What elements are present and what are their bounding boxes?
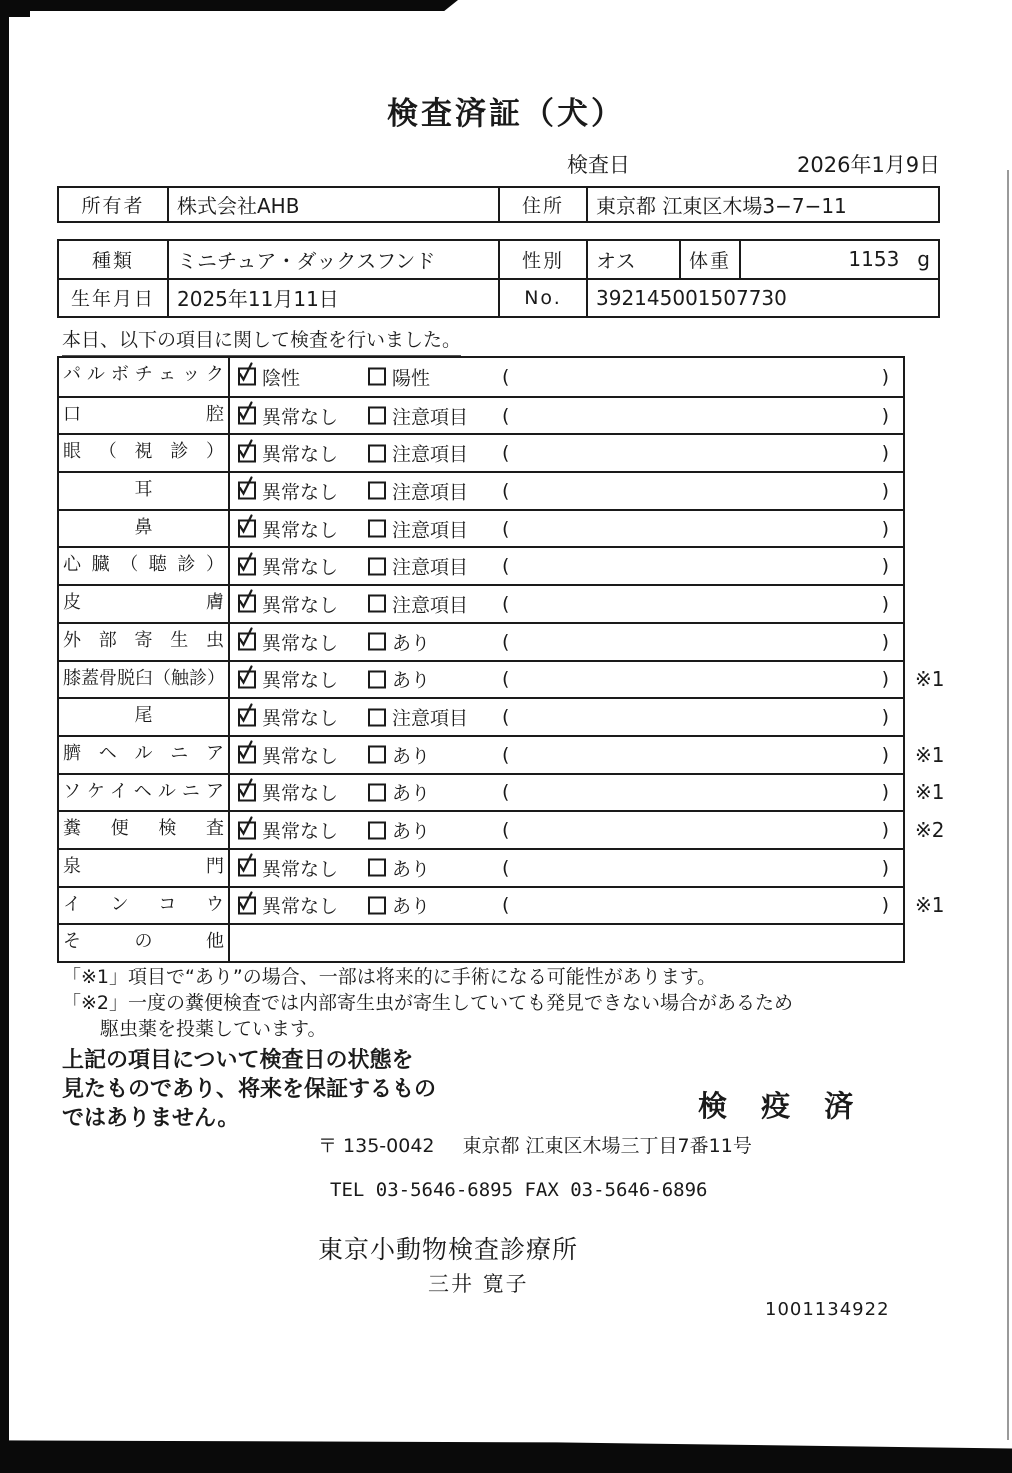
- clinic-postal-code: 〒 135-0042: [318, 1135, 435, 1157]
- checkbox-label: あり: [392, 745, 431, 768]
- checkbox-checked-icon: [238, 482, 256, 500]
- paren-close: ): [881, 743, 889, 766]
- unchecked-option: [368, 515, 468, 542]
- exam-row: [59, 433, 903, 471]
- checkbox-label: 陰性: [262, 367, 301, 390]
- exam-row-content: [230, 473, 903, 509]
- paren-close: ): [881, 781, 889, 804]
- exam-row: [59, 697, 903, 735]
- checked-option: [238, 402, 338, 429]
- breed-value: ミニチュア・ダックスフンド: [167, 241, 498, 278]
- exam-row: [59, 810, 945, 848]
- sex-label: 性別: [498, 241, 586, 278]
- disclaimer-text: [62, 1046, 436, 1133]
- unchecked-option: [368, 590, 468, 617]
- checkbox-label: 異常なし: [262, 782, 339, 805]
- exam-table: [57, 356, 945, 963]
- checkbox-unchecked-icon: [368, 821, 386, 839]
- disclaimer-line-2: 見たものであり、将来を保証するもの: [62, 1077, 437, 1102]
- paren-open: (: [502, 404, 510, 427]
- weight-unit: g: [917, 247, 930, 272]
- exam-item-label: 耳: [59, 473, 230, 509]
- unchecked-option: [368, 817, 430, 844]
- checkbox-label: あり: [392, 782, 431, 805]
- paren-open: (: [502, 479, 510, 502]
- pet-info-row-1: [59, 241, 938, 278]
- checked-option: [238, 477, 338, 504]
- exam-item-label: 皮 膚: [59, 586, 230, 622]
- checkbox-checked-icon: [238, 670, 256, 688]
- checkbox-checked-icon: [238, 708, 256, 726]
- checkbox-label: 異常なし: [262, 745, 339, 768]
- checked-option: [238, 892, 338, 919]
- checkbox-label: 異常なし: [262, 481, 339, 504]
- exam-row-content: [230, 358, 903, 396]
- checkbox-label: 注意項目: [392, 707, 469, 730]
- checked-option: [238, 854, 338, 881]
- paren-open: (: [502, 630, 510, 653]
- exam-item-label: 泉 門: [59, 850, 230, 886]
- exam-row: [59, 358, 903, 396]
- exam-item-label: 口 腔: [59, 398, 230, 434]
- paren-open: (: [502, 592, 510, 615]
- unchecked-option: [368, 477, 468, 504]
- id-number-label: No.: [498, 280, 586, 317]
- paren-open: (: [502, 668, 510, 691]
- checkbox-unchecked-icon: [368, 708, 386, 726]
- checked-option: [238, 741, 338, 768]
- scan-artifact-top: [0, 0, 458, 11]
- checkbox-checked-icon: [238, 783, 256, 801]
- exam-row: [59, 509, 903, 547]
- scan-artifact-bottom-edge: [0, 1439, 1012, 1473]
- paren-close: ): [881, 706, 889, 729]
- exam-row: [59, 735, 945, 773]
- checkbox-unchecked-icon: [368, 670, 386, 688]
- inspection-date-label: 検査日: [567, 153, 630, 177]
- checkbox-unchecked-icon: [368, 557, 386, 575]
- paren-open: (: [502, 856, 510, 879]
- exam-row: [59, 886, 945, 924]
- checkbox-label: 異常なし: [262, 556, 339, 579]
- unchecked-option: [368, 363, 430, 390]
- checked-option: [238, 553, 338, 580]
- exam-row-content: [230, 699, 903, 735]
- exam-row-note: ※2: [915, 818, 945, 843]
- exam-row-content: [230, 775, 903, 811]
- veterinarian-name: 三井 寛子: [428, 1272, 529, 1296]
- checked-option: [238, 590, 338, 617]
- scan-artifact-left-edge: [0, 0, 9, 1473]
- exam-row-content: [230, 511, 903, 547]
- paren-open: (: [502, 743, 510, 766]
- paren-open: (: [502, 894, 510, 917]
- footnote-2-line1: 「※2」一度の糞便検査では内部寄生虫が寄生していても発見できない場合があるため: [62, 992, 794, 1014]
- exam-row-content: [230, 888, 903, 924]
- checkbox-checked-icon: [238, 633, 256, 651]
- paren-close: ): [881, 894, 889, 917]
- exam-row: [59, 584, 903, 622]
- paren-close: ): [881, 630, 889, 653]
- checkbox-unchecked-icon: [368, 896, 386, 914]
- exam-item-label: 尾: [59, 699, 230, 735]
- checkbox-checked-icon: [238, 896, 256, 914]
- paren-open: (: [502, 365, 510, 388]
- checkbox-label: 陽性: [392, 367, 431, 390]
- unchecked-option: [368, 854, 430, 881]
- paren-open: (: [502, 781, 510, 804]
- checkbox-unchecked-icon: [368, 407, 386, 425]
- exam-row-content: [230, 925, 903, 961]
- exam-item-label: そ の 他: [59, 925, 230, 961]
- paren-open: (: [502, 442, 510, 465]
- exam-row-note: ※1: [915, 893, 945, 918]
- exam-item-label: 心 臓 （ 聴 診 ）: [59, 548, 230, 584]
- checkbox-label: 注意項目: [392, 481, 469, 504]
- address-value: 東京都 江東区木場3−7−11: [586, 188, 938, 221]
- checkbox-label: 異常なし: [262, 669, 339, 692]
- weight-label: 体重: [679, 241, 739, 278]
- exam-row: [59, 396, 903, 434]
- checkbox-unchecked-icon: [368, 746, 386, 764]
- checkbox-label: あり: [392, 895, 431, 918]
- checkbox-unchecked-icon: [368, 783, 386, 801]
- checkbox-label: 注意項目: [392, 406, 469, 429]
- checked-option: [238, 440, 338, 467]
- document-code: 1001134922: [765, 1299, 890, 1320]
- unchecked-option: [368, 553, 468, 580]
- exam-row-content: [230, 624, 903, 660]
- paren-close: ): [881, 592, 889, 615]
- unchecked-option: [368, 704, 468, 731]
- exam-item-label: 鼻: [59, 511, 230, 547]
- checkbox-label: 異常なし: [262, 406, 339, 429]
- paren-close: ): [881, 479, 889, 502]
- footnote-2-line2: 駆虫薬を投薬しています。: [100, 1018, 327, 1040]
- checked-option: [238, 817, 338, 844]
- checkbox-label: 注意項目: [392, 519, 469, 542]
- exam-row: [59, 660, 945, 698]
- inspection-date-value: 2026年1月9日: [797, 153, 941, 177]
- exam-row: [59, 622, 903, 660]
- checkbox-unchecked-icon: [368, 595, 386, 613]
- checkbox-label: あり: [392, 632, 431, 655]
- document-title: 検査済証（犬）: [387, 96, 625, 132]
- checked-option: [238, 363, 300, 390]
- paren-close: ): [881, 856, 889, 879]
- exam-item-label: 臍 ヘ ル ニ ア: [59, 737, 230, 773]
- paren-open: (: [502, 517, 510, 540]
- checkbox-label: 異常なし: [262, 632, 339, 655]
- checkbox-unchecked-icon: [368, 633, 386, 651]
- checkbox-label: 異常なし: [262, 895, 339, 918]
- checked-option: [238, 515, 338, 542]
- birthdate-label: 生年月日: [70, 288, 155, 311]
- footnotes: [62, 964, 793, 1042]
- checkbox-label: あり: [392, 820, 431, 843]
- checkbox-label: 注意項目: [392, 556, 469, 579]
- clinic-name: 東京小動物検査診療所: [318, 1235, 579, 1264]
- unchecked-option: [368, 628, 430, 655]
- checkbox-unchecked-icon: [368, 859, 386, 877]
- checkbox-label: あり: [392, 669, 431, 692]
- exam-item-label: 眼 （ 視 診 ）: [59, 435, 230, 471]
- checkbox-unchecked-icon: [368, 368, 386, 386]
- unchecked-option: [368, 402, 468, 429]
- pet-info-row-2: [59, 278, 938, 317]
- unchecked-option: [368, 779, 430, 806]
- birthdate-value: 2025年11月11日: [167, 280, 498, 317]
- paren-close: ): [881, 668, 889, 691]
- checkbox-label: 異常なし: [262, 707, 339, 730]
- checkbox-checked-icon: [238, 821, 256, 839]
- footnote-1: 「※1」項目で“あり”の場合、一部は将来的に手術になる可能性があります。: [62, 966, 717, 988]
- exam-row: [59, 546, 903, 584]
- pet-info-table: [57, 239, 940, 318]
- checkbox-checked-icon: [238, 557, 256, 575]
- exam-row-content: [230, 812, 903, 848]
- exam-item-label: 膝蓋骨脱臼（触診）: [59, 662, 230, 698]
- exam-row-content: [230, 662, 903, 698]
- sex-value: オス: [586, 241, 679, 278]
- exam-row-content: [230, 737, 903, 773]
- weight-cell: [739, 241, 938, 278]
- paren-open: (: [502, 706, 510, 729]
- unchecked-option: [368, 666, 430, 693]
- checkbox-checked-icon: [238, 520, 256, 538]
- clinic-address: 東京都 江東区木場三丁目7番11号: [462, 1135, 752, 1157]
- paren-open: (: [502, 555, 510, 578]
- quarantine-done-stamp: 検 疫 済: [698, 1089, 866, 1123]
- scan-artifact-right-edge: [1007, 170, 1009, 1440]
- owner-label: 所有者: [81, 195, 145, 217]
- exam-row-content: [230, 398, 903, 434]
- disclaimer-line-1: 上記の項目について検査日の状態を: [62, 1048, 414, 1073]
- exam-row-content: [230, 548, 903, 584]
- exam-row-note: ※1: [915, 667, 945, 692]
- unchecked-option: [368, 741, 430, 768]
- checkbox-label: 注意項目: [392, 594, 469, 617]
- checked-option: [238, 779, 338, 806]
- intro-text: 本日、以下の項目に関して検査を行いました。: [62, 325, 461, 356]
- checkbox-label: 異常なし: [262, 858, 339, 881]
- exam-row: [59, 923, 903, 961]
- clinic-tel-fax: TEL 03-5646-6895 FAX 03-5646-6896: [330, 1179, 708, 1201]
- disclaimer-line-3: ではありません。: [62, 1106, 240, 1131]
- unchecked-option: [368, 892, 430, 919]
- paren-close: ): [881, 517, 889, 540]
- exam-item-label: 糞 便 検 査: [59, 812, 230, 848]
- exam-row: [59, 471, 903, 509]
- exam-row-content: [230, 435, 903, 471]
- checkbox-label: 異常なし: [262, 443, 339, 466]
- checkbox-checked-icon: [238, 407, 256, 425]
- checkbox-unchecked-icon: [368, 482, 386, 500]
- paren-open: (: [502, 819, 510, 842]
- checkbox-checked-icon: [238, 859, 256, 877]
- exam-item-label: ソケイヘルニア: [59, 775, 230, 811]
- exam-row-note: ※1: [915, 780, 945, 805]
- checkbox-checked-icon: [238, 444, 256, 462]
- checkbox-label: 異常なし: [262, 820, 339, 843]
- address-label: 住所: [498, 188, 586, 221]
- checkbox-unchecked-icon: [368, 520, 386, 538]
- exam-row-content: [230, 586, 903, 622]
- checkbox-checked-icon: [238, 746, 256, 764]
- checkbox-checked-icon: [238, 368, 256, 386]
- checkbox-label: 注意項目: [392, 443, 469, 466]
- paren-close: ): [881, 555, 889, 578]
- checkbox-unchecked-icon: [368, 444, 386, 462]
- exam-row: [59, 773, 945, 811]
- breed-label: 種類: [91, 249, 134, 272]
- exam-item-label: パルボチェック: [59, 358, 230, 396]
- checked-option: [238, 666, 338, 693]
- weight-value: 1153: [848, 247, 900, 272]
- exam-row-note: ※1: [915, 742, 945, 767]
- checkbox-label: あり: [392, 858, 431, 881]
- checkbox-label: 異常なし: [262, 594, 339, 617]
- owner-value: 株式会社AHB: [167, 188, 498, 221]
- checkbox-checked-icon: [238, 595, 256, 613]
- clinic-address-line: [318, 1131, 752, 1158]
- paren-close: ): [881, 819, 889, 842]
- exam-row-content: [230, 850, 903, 886]
- checked-option: [238, 704, 338, 731]
- checkbox-label: 異常なし: [262, 519, 339, 542]
- unchecked-option: [368, 440, 468, 467]
- exam-row: [59, 848, 903, 886]
- paren-close: ): [881, 442, 889, 465]
- exam-item-label: イ ン コ ウ: [59, 888, 230, 924]
- paren-close: ): [881, 365, 889, 388]
- owner-table: [57, 186, 940, 223]
- paren-close: ): [881, 404, 889, 427]
- checked-option: [238, 628, 338, 655]
- exam-item-label: 外 部 寄 生 虫: [59, 624, 230, 660]
- id-number-value: 392145001507730: [586, 280, 938, 317]
